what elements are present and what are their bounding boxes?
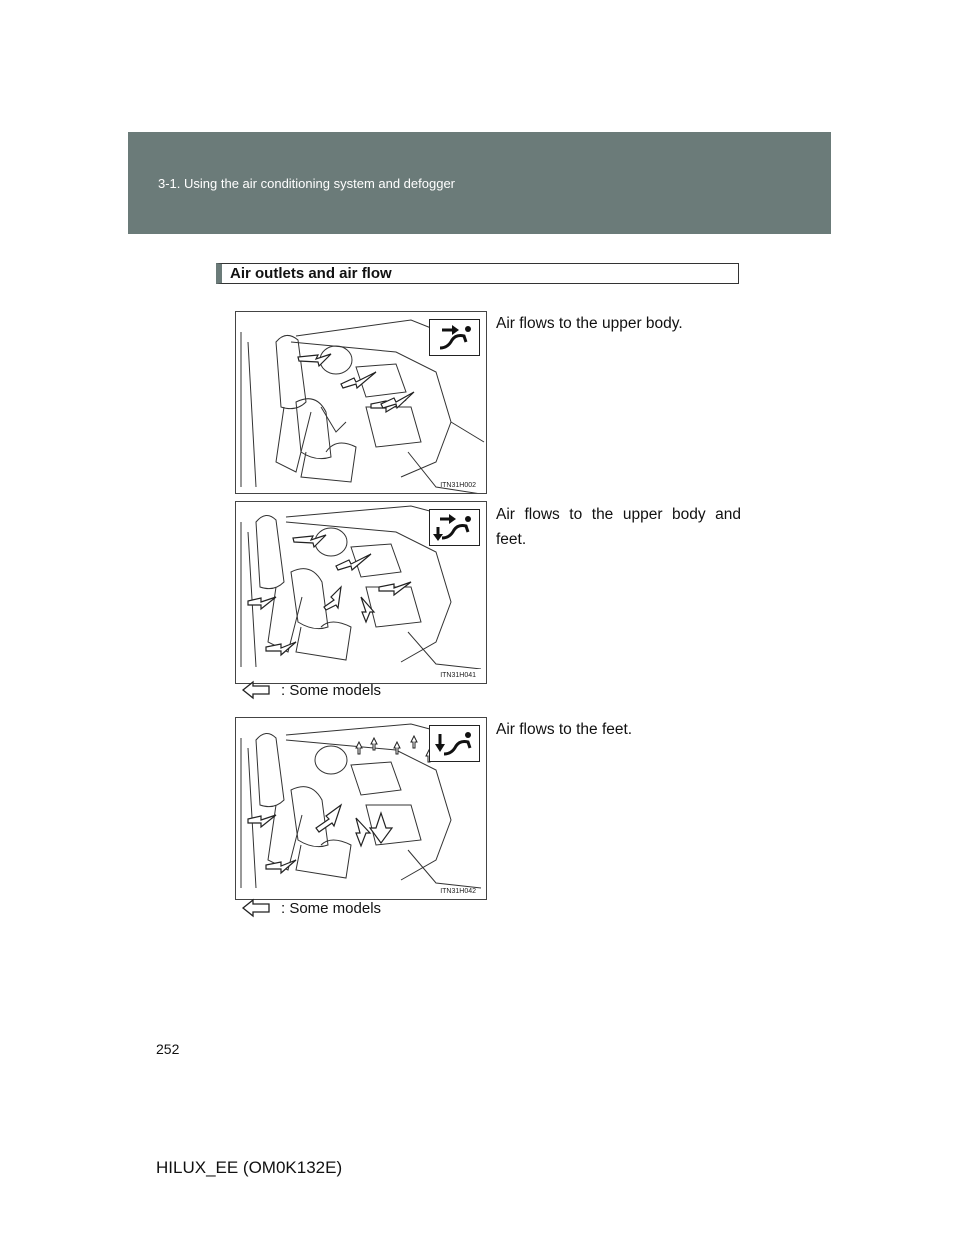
mode-description: Air flows to the upper body and feet. (496, 506, 741, 548)
face-vent-icon (429, 319, 480, 356)
figure-code: ITN31H041 (440, 672, 476, 679)
note-text: : Some models (281, 899, 382, 917)
document-code: HILUX_EE (OM0K132E) (156, 1158, 343, 1177)
bi-level-vent-icon (429, 509, 480, 546)
some-models-note (241, 680, 381, 700)
illustration-feet-airflow (235, 717, 487, 900)
page-number: 252 (156, 1041, 180, 1057)
illustration-upper-body-and-feet-airflow (235, 501, 487, 684)
note-text: : Some models (281, 681, 382, 699)
illustration-upper-body-airflow (235, 311, 487, 494)
mode-description: Air flows to the feet. (496, 721, 633, 738)
some-models-note (241, 898, 381, 918)
figure-code: ITN31H002 (440, 482, 476, 489)
section-title: Air outlets and air flow (216, 263, 739, 284)
foot-vent-icon (429, 725, 480, 762)
chapter-section-label: 3-1. Using the air conditioning system and defogger (158, 176, 456, 191)
figure-code: ITN31H042 (440, 888, 476, 895)
mode-description: Air flows to the upper body. (496, 315, 683, 332)
outline-arrow-icon (241, 680, 271, 700)
outline-arrow-icon (241, 898, 271, 918)
